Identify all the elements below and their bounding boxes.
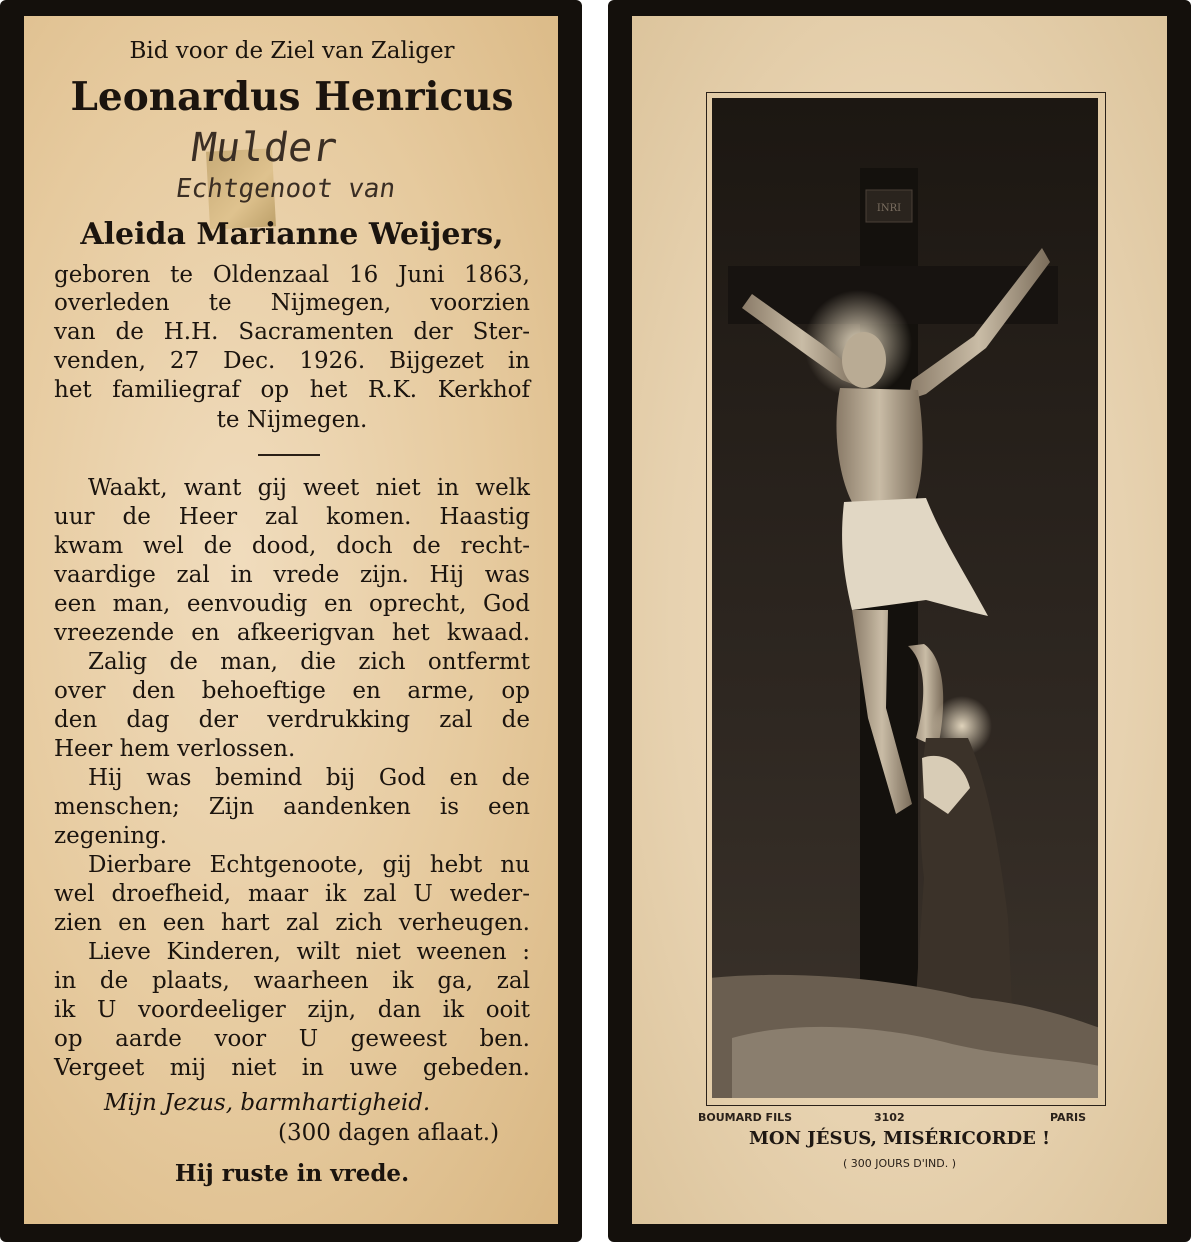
text-line: Zalig de man, die zich ontfermt <box>88 649 530 675</box>
spouse-name: Aleida Marianne Weijers, <box>80 217 504 252</box>
text-line: op aarde voor U geweest ben. <box>54 1026 530 1052</box>
text-line: Hij was bemind bij God en de <box>88 765 530 791</box>
memorial-card-text <box>0 0 582 1242</box>
caption-sub: ( 300 JOURS D'IND. ) <box>842 1157 957 1170</box>
text-line: kwam wel de dood, doch de recht- <box>54 533 530 559</box>
text-line: in de plaats, waarheen ik ga, zal <box>54 968 530 994</box>
text-line: Dierbare Echtgenoote, gij hebt nu <box>88 852 530 878</box>
handwritten-surname: Mulder <box>188 125 340 171</box>
bio-line: geboren te Oldenzaal 16 Juni 1863, <box>54 262 530 288</box>
text-line: een man, eenvoudig en oprecht, God <box>54 591 530 617</box>
torso <box>836 388 922 508</box>
indulgence-line: (300 dagen aflaat.) <box>278 1120 500 1146</box>
left-card-paper <box>24 16 558 1224</box>
text-line: Lieve Kinderen, wilt niet weenen : <box>88 939 530 965</box>
text-line: vreezende en afkeerigvan het kwaad. <box>54 620 530 646</box>
text-line: menschen; Zijn aandenken is een <box>54 794 530 820</box>
caption: MON JÉSUS, MISÉRICORDE ! <box>748 1128 1051 1149</box>
text-line: zien en een hart zal zich verheugen. <box>54 910 530 936</box>
divider <box>258 454 320 456</box>
text-line: Vergeet mij niet in uwe gebeden. <box>54 1055 530 1081</box>
deceased-name: Leonardus Henricus <box>70 74 514 120</box>
bio-line: overleden te Nijmegen, voorzien <box>54 290 530 316</box>
closing-line: Hij ruste in vrede. <box>174 1160 410 1187</box>
publisher-imprint: BOUMARD FILS <box>698 1111 793 1124</box>
text-line: Heer hem verlossen. <box>54 736 296 762</box>
plate-number: 3102 <box>874 1111 905 1124</box>
memorial-card-image <box>608 0 1191 1242</box>
text-line: uur de Heer zal komen. Haastig <box>54 504 530 530</box>
city-imprint: PARIS <box>1050 1111 1087 1124</box>
handwritten-spouse-line: Echtgenoot van <box>173 174 398 204</box>
text-line: den dag der verdrukking zal de <box>54 707 530 733</box>
bio-line: venden, 27 Dec. 1926. Bijgezet in <box>54 348 530 374</box>
crucifixion-engraving <box>712 98 1098 1098</box>
text-line: vaardige zal in vrede zijn. Hij was <box>54 562 530 588</box>
intro-line: Bid voor de Ziel van Zaliger <box>129 38 455 64</box>
bio-line: van de H.H. Sacramenten der Ster- <box>54 319 530 345</box>
inri-text: INRI <box>876 203 902 214</box>
text-line: zegening. <box>54 823 168 849</box>
prayer-line: Mijn Jezus, barmhartigheid. <box>104 1090 431 1116</box>
text-line: Waakt, want gij weet niet in welk <box>88 475 530 501</box>
text-line: wel droefheid, maar ik zal U weder- <box>54 881 530 907</box>
bio-line: het familiegraf op het R.K. Kerkhof <box>54 377 530 403</box>
right-card-paper <box>632 16 1167 1224</box>
bio-line: te Nijmegen. <box>216 407 368 433</box>
text-line: over den behoeftige en arme, op <box>54 678 530 704</box>
christ-head <box>842 332 886 388</box>
text-line: ik U voordeeliger zijn, dan ik ooit <box>54 997 530 1023</box>
